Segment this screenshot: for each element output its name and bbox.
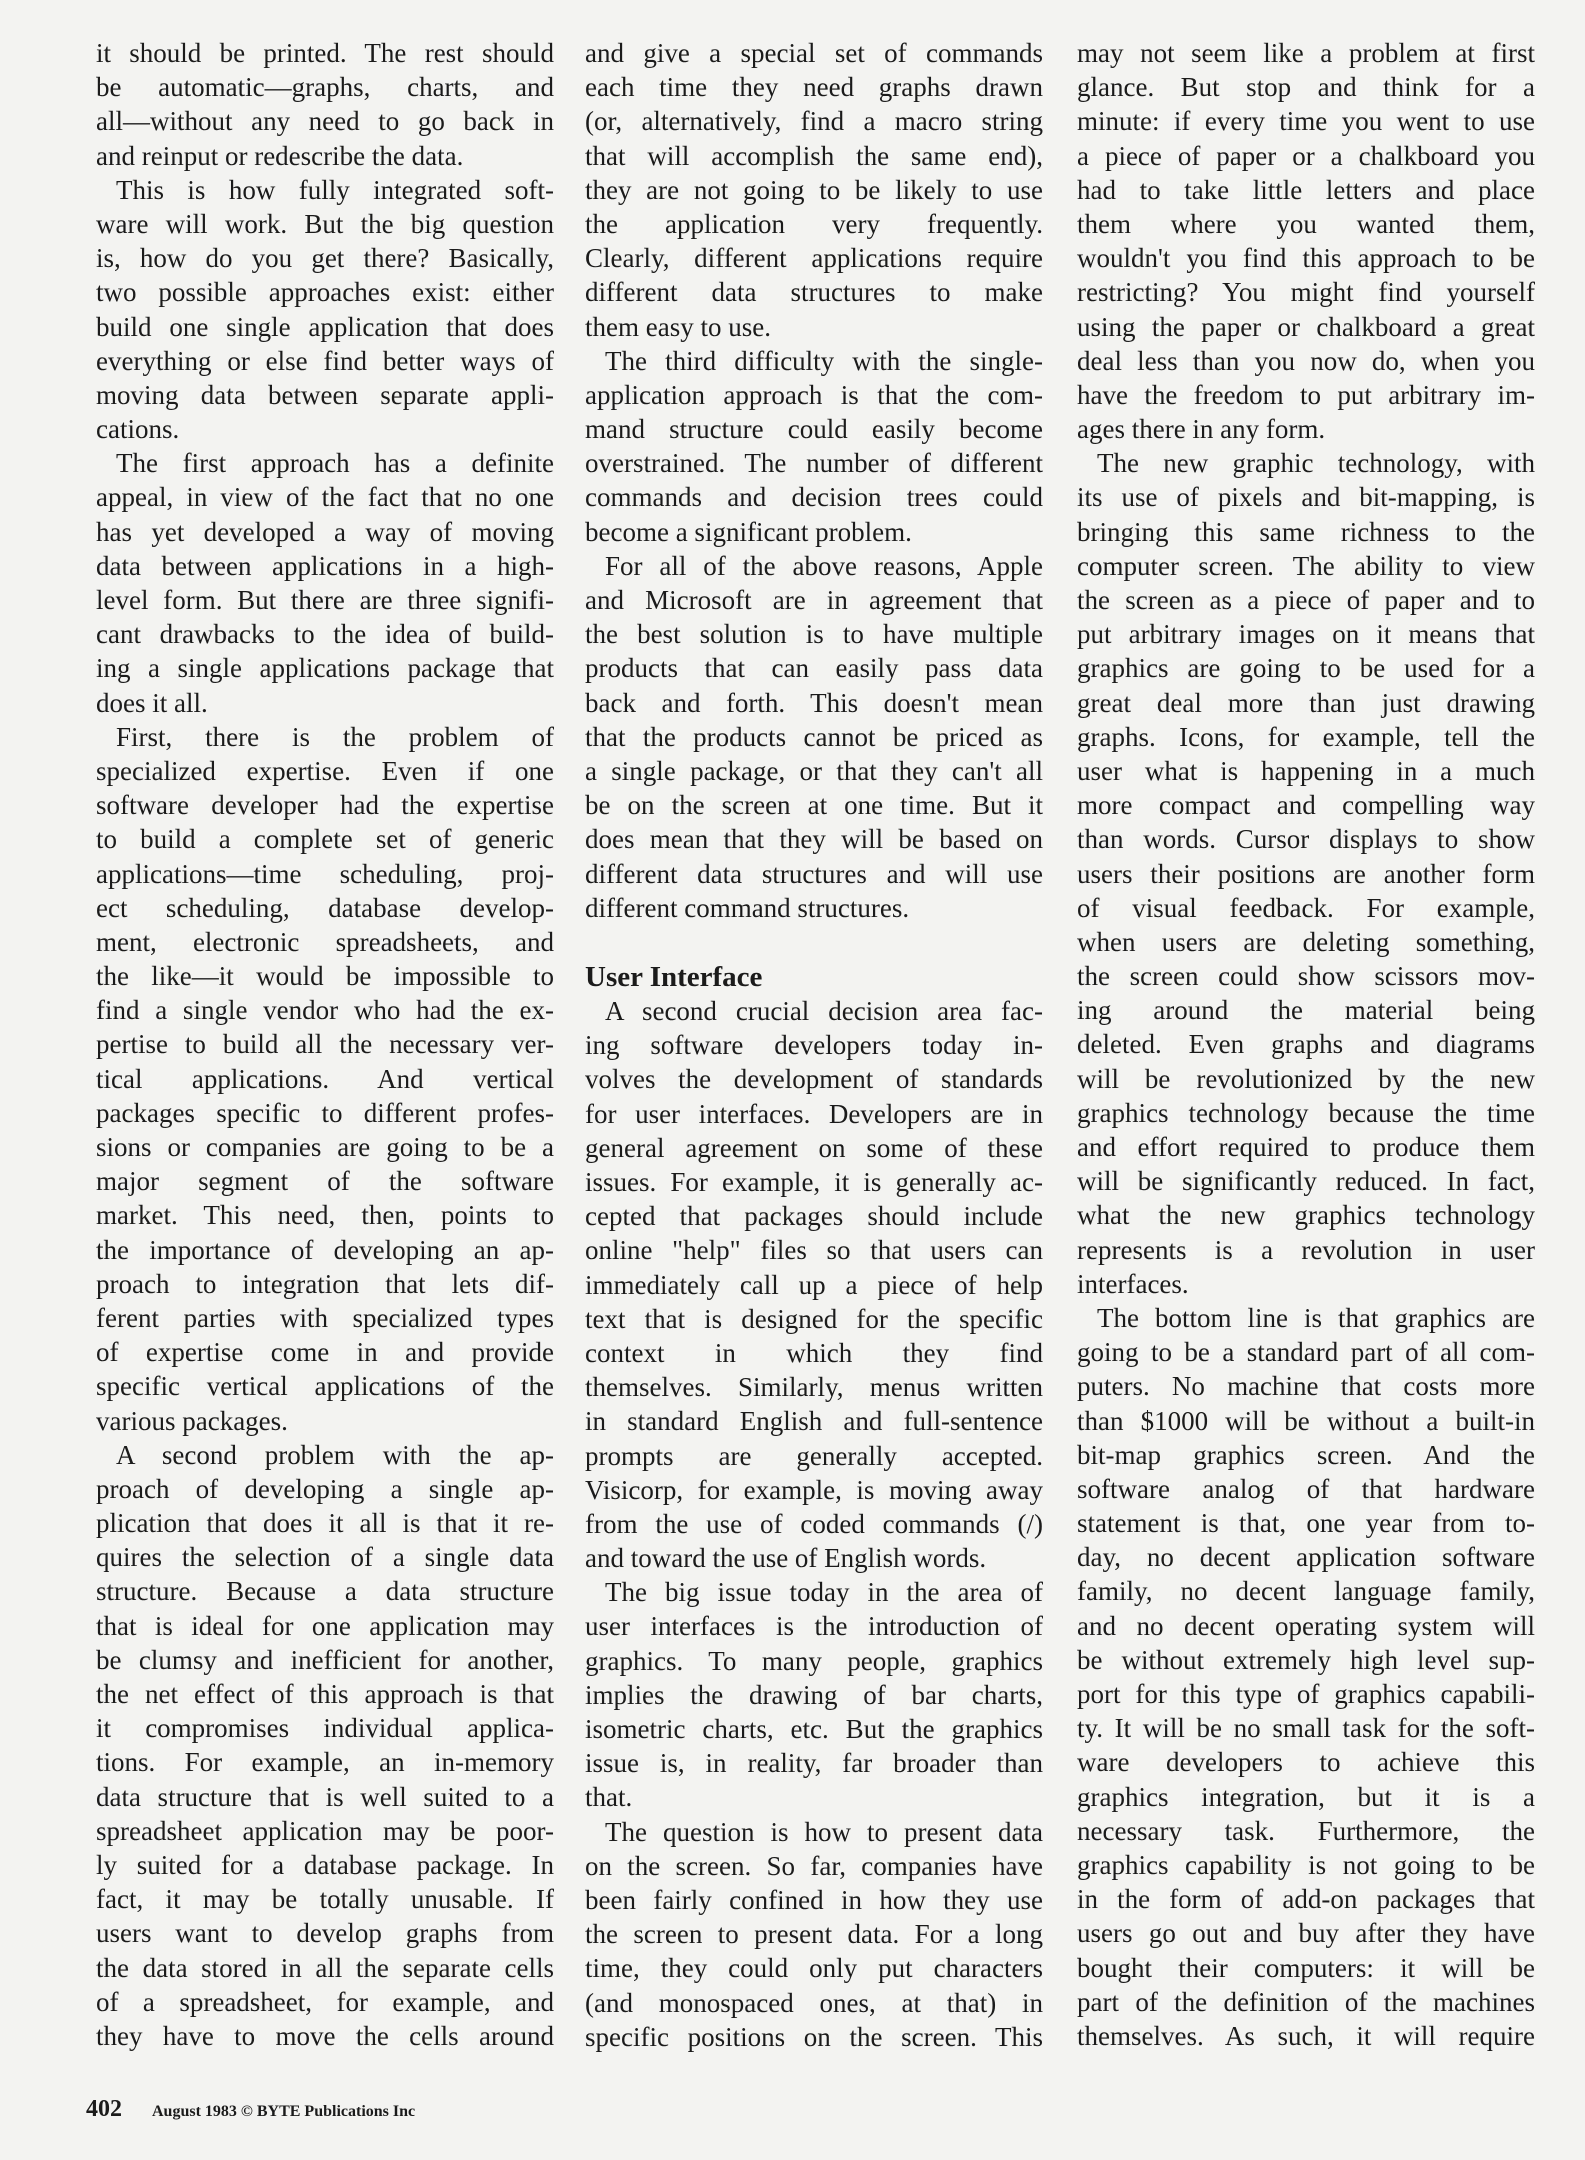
text-line: statement is that, one year from to-: [1077, 1508, 1535, 1539]
text-line: necessary task. Furthermore, the: [1077, 1815, 1535, 1846]
text-line: that will accomplish the same end),: [585, 140, 1043, 171]
text-line: more compact and compelling way: [1077, 790, 1535, 821]
text-line: First, there is the problem of: [116, 721, 554, 752]
publication-credit: August 1983 © BYTE Publications Inc: [152, 2103, 416, 2120]
text-line: major segment of the software: [96, 1166, 554, 1197]
text-line: software developer had the expertise: [96, 790, 554, 821]
text-line: build one single application that does: [96, 311, 554, 342]
text-line: various packages.: [96, 1405, 288, 1436]
paragraph: [585, 344, 1043, 549]
text-line: bringing this same richness to the: [1077, 516, 1535, 547]
text-line: the data stored in all the separate cells: [96, 1952, 554, 1983]
text-line: ment, electronic spreadsheets, and: [96, 926, 554, 957]
text-line: online "help" files so that users can: [585, 1235, 1043, 1266]
paragraph: [585, 549, 1043, 925]
text-line: The bottom line is that graphics are: [1097, 1302, 1535, 1333]
text-line: and toward the use of English words.: [585, 1543, 987, 1574]
text-line: part of the definition of the machines: [1077, 1986, 1535, 2017]
paragraph: [1077, 36, 1535, 446]
text-line: its use of pixels and bit-mapping, is: [1077, 482, 1535, 513]
text-line: sions or companies are going to be a: [96, 1132, 554, 1162]
text-line: from the use of coded commands (/): [585, 1508, 1043, 1539]
text-line: become a significant problem.: [585, 516, 912, 547]
text-line: wouldn't you find this approach to be: [1077, 243, 1535, 274]
text-line: them easy to use.: [585, 311, 771, 342]
page-footer: [86, 2096, 415, 2123]
text-line: themselves. As such, it will require: [1077, 2020, 1535, 2051]
text-line: puters. No machine that costs more: [1077, 1371, 1535, 1402]
text-line: than words. Cursor displays to show: [1077, 824, 1535, 855]
text-line: on the screen. So far, companies have: [585, 1850, 1043, 1881]
text-line: to build a complete set of generic: [96, 824, 554, 855]
text-line: A second crucial decision area fac-: [605, 996, 1043, 1027]
text-line: family, no decent language family,: [1077, 1576, 1535, 1607]
text-line: in standard English and full-sentence: [585, 1406, 1043, 1437]
text-line: interfaces.: [1077, 1268, 1189, 1299]
text-line: of a spreadsheet, for example, and: [96, 1986, 554, 2017]
text-line: glance. But stop and think for a: [1077, 72, 1535, 103]
text-line: than $1000 will be without a built-in: [1077, 1405, 1535, 1436]
text-line: represents is a revolution in user: [1077, 1234, 1535, 1265]
text-line: users their positions are another form: [1077, 858, 1535, 889]
text-line: structure. Because a data structure: [96, 1576, 554, 1607]
text-line: market. This need, then, points to: [96, 1200, 554, 1231]
text-line: does mean that they will be based on: [585, 824, 1043, 855]
text-line: ing a single applications package that: [96, 653, 554, 684]
text-line: The new graphic technology, with: [1097, 448, 1535, 479]
text-line: when users are deleting something,: [1077, 926, 1535, 957]
text-line: ect scheduling, database develop-: [96, 892, 554, 923]
text-line: pertise to build all the necessary ver-: [96, 1029, 554, 1060]
text-line: (and monospaced ones, at that) in: [585, 1987, 1043, 2018]
text-line: (or, alternatively, find a macro string: [585, 106, 1043, 137]
text-column-1: [96, 36, 554, 2053]
text-column-2: [585, 36, 1043, 2054]
text-line: proach of developing a single ap-: [96, 1473, 554, 1504]
text-line: all—without any need to go back in: [96, 106, 554, 137]
text-line: and reinput or redescribe the data.: [96, 140, 464, 171]
text-line: different data structures to make: [585, 277, 1043, 308]
text-line: of visual feedback. For example,: [1077, 892, 1535, 923]
text-line: plication that does it all is that it re-: [96, 1508, 554, 1539]
text-line: ing software developers today in-: [585, 1030, 1043, 1061]
text-line: it compromises individual applica-: [96, 1713, 554, 1744]
text-line: context in which they find: [585, 1337, 1043, 1368]
text-line: minute: if every time you went to use: [1077, 106, 1535, 137]
text-line: volves the development of standards: [585, 1064, 1043, 1095]
text-line: fact, it may be totally unusable. If: [96, 1884, 554, 1915]
text-line: computer screen. The ability to view: [1077, 550, 1535, 581]
text-line: a piece of paper or a chalkboard you: [1077, 140, 1535, 171]
text-line: the application very frequently.: [585, 208, 1043, 239]
text-line: products that can easily pass data: [585, 653, 1043, 684]
text-line: that.: [585, 1782, 633, 1813]
text-line: prompts are generally accepted.: [585, 1440, 1043, 1471]
text-line: restricting? You might find yourself: [1077, 277, 1535, 308]
text-line: using the paper or chalkboard a great: [1077, 311, 1535, 342]
text-line: ing around the material being: [1077, 995, 1535, 1026]
text-line: The question is how to present data: [605, 1816, 1043, 1847]
paragraph: [585, 994, 1043, 1575]
text-line: specialized expertise. Even if one: [96, 755, 554, 786]
text-line: quires the selection of a single data: [96, 1542, 554, 1573]
text-line: be without extremely high level sup-: [1077, 1644, 1535, 1675]
text-line: it should be printed. The rest should: [96, 38, 554, 68]
text-line: Visicorp, for example, is moving away: [585, 1474, 1043, 1505]
text-line: issues. For example, it is generally ac-: [585, 1167, 1043, 1198]
text-line: issue is, in reality, far broader than: [585, 1748, 1043, 1779]
text-line: graphics. To many people, graphics: [585, 1645, 1043, 1676]
text-line: cepted that packages should include: [585, 1201, 1043, 1232]
text-line: and effort required to produce them: [1077, 1132, 1535, 1162]
text-line: ferent parties with specialized types: [96, 1302, 554, 1333]
text-line: does it all.: [96, 687, 208, 718]
paragraph: [1077, 446, 1535, 1301]
text-line: what the new graphics technology: [1077, 1200, 1535, 1231]
text-line: specific positions on the screen. This: [585, 2021, 1043, 2052]
text-line: isometric charts, etc. But the graphics: [585, 1714, 1043, 1745]
text-line: spreadsheet application may be poor-: [96, 1815, 554, 1846]
text-line: be on the screen at one time. But it: [585, 790, 1043, 821]
text-line: The big issue today in the area of: [605, 1577, 1043, 1608]
text-line: ware will work. But the big question: [96, 208, 554, 239]
text-line: they are not going to be likely to use: [585, 174, 1043, 205]
text-line: immediately call up a piece of help: [585, 1269, 1043, 1300]
text-line: different command structures.: [585, 892, 910, 923]
text-line: be automatic—graphs, charts, and: [96, 72, 554, 103]
text-line: themselves. Similarly, menus written: [585, 1372, 1043, 1403]
text-line: ware developers to achieve this: [1077, 1747, 1535, 1778]
text-line: software analog of that hardware: [1077, 1473, 1535, 1504]
text-line: and give a special set of commands: [585, 38, 1043, 68]
text-line: data between applications in a high-: [96, 550, 554, 581]
text-line: users go out and buy after they have: [1077, 1918, 1535, 1949]
text-line: them where you wanted them,: [1077, 208, 1535, 239]
text-line: that the products cannot be priced as: [585, 721, 1043, 752]
text-line: ages there in any form.: [1077, 414, 1326, 445]
text-line: the screen could show scissors mov-: [1077, 961, 1535, 992]
text-line: put arbitrary images on it means that: [1077, 619, 1535, 650]
text-line: two possible approaches exist: either: [96, 277, 554, 308]
text-line: overstrained. The number of different: [585, 448, 1043, 479]
text-line: specific vertical applications of the: [96, 1371, 554, 1402]
text-line: tions. For example, an in-memory: [96, 1747, 554, 1778]
text-line: data structure that is well suited to a: [96, 1781, 554, 1812]
text-line: of expertise come in and provide: [96, 1337, 554, 1368]
text-line: graphics capability is not going to be: [1077, 1849, 1535, 1880]
text-line: is, how do you get there? Basically,: [96, 243, 554, 274]
text-line: packages specific to different profes-: [96, 1097, 554, 1128]
text-line: the screen to present data. For a long: [585, 1919, 1043, 1950]
text-line: been fairly confined in how they use: [585, 1884, 1043, 1915]
text-line: moving data between separate appli-: [96, 379, 554, 410]
text-line: be clumsy and inefficient for another,: [96, 1644, 554, 1675]
section-heading: User Interface: [585, 960, 763, 993]
text-line: user interfaces is the introduction of: [585, 1611, 1043, 1642]
text-line: that is ideal for one application may: [96, 1610, 554, 1641]
text-line: will be revolutionized by the new: [1077, 1063, 1535, 1094]
text-line: text that is designed for the specific: [585, 1303, 1043, 1334]
text-line: Clearly, different applications require: [585, 243, 1043, 274]
text-line: the best solution is to have multiple: [585, 619, 1043, 650]
text-line: The third difficulty with the single-: [605, 345, 1043, 376]
text-column-3: [1077, 36, 1535, 2053]
text-line: user what is happening in a much: [1077, 755, 1535, 786]
text-line: the net effect of this approach is that: [96, 1679, 554, 1709]
text-line: cant drawbacks to the idea of build-: [96, 619, 554, 650]
text-line: application approach is that the com-: [585, 379, 1043, 410]
paragraph: [96, 446, 554, 720]
text-line: bought their computers: it will be: [1077, 1952, 1535, 1983]
text-line: The first approach has a definite: [116, 448, 554, 479]
text-line: mand structure could easily become: [585, 414, 1043, 445]
text-line: time, they could only put characters: [585, 1953, 1043, 1984]
text-line: will be significantly reduced. In fact,: [1077, 1166, 1535, 1197]
text-line: each time they need graphs drawn: [585, 72, 1043, 103]
text-line: A second problem with the ap-: [116, 1439, 554, 1470]
paragraph: [96, 1438, 554, 2053]
text-line: general agreement on some of these: [585, 1132, 1043, 1163]
paragraph: [96, 720, 554, 1438]
text-line: deal less than you now do, when you: [1077, 345, 1535, 376]
text-line: going to be a standard part of all com-: [1077, 1337, 1535, 1368]
text-line: port for this type of graphics capabili-: [1077, 1679, 1535, 1709]
page-number: 402: [86, 2096, 122, 2122]
text-line: implies the drawing of bar charts,: [585, 1679, 1043, 1710]
paragraph: [96, 36, 554, 173]
text-line: level form. But there are three signifi-: [96, 585, 554, 615]
text-line: a single package, or that they can't all: [585, 755, 1043, 786]
text-line: appeal, in view of the fact that no one: [96, 482, 554, 513]
text-line: bit-map graphics screen. And the: [1077, 1439, 1535, 1470]
text-line: commands and decision trees could: [585, 482, 1043, 513]
text-line: users want to develop graphs from: [96, 1918, 554, 1949]
text-line: This is how fully integrated soft-: [116, 174, 554, 205]
text-line: the importance of developing an ap-: [96, 1234, 554, 1265]
text-line: applications—time scheduling, proj-: [96, 858, 554, 889]
paragraph: [1077, 1301, 1535, 2053]
text-line: tical applications. And vertical: [96, 1063, 554, 1094]
text-line: For all of the above reasons, Apple: [605, 550, 1043, 581]
paragraph: [585, 1575, 1043, 1814]
text-line: have the freedom to put arbitrary im-: [1077, 379, 1535, 410]
text-line: they have to move the cells around: [96, 2020, 554, 2051]
paragraph: [585, 36, 1043, 344]
text-line: proach to integration that lets dif-: [96, 1268, 554, 1299]
paragraph: [585, 1815, 1043, 2054]
text-line: deleted. Even graphs and diagrams: [1077, 1029, 1535, 1060]
text-line: graphics technology because the time: [1077, 1097, 1535, 1128]
text-line: everything or else find better ways of: [96, 345, 554, 376]
text-line: graphs. Icons, for example, tell the: [1077, 721, 1535, 752]
text-line: day, no decent application software: [1077, 1542, 1535, 1573]
paragraph: [96, 173, 554, 447]
text-line: has yet developed a way of moving: [96, 516, 554, 547]
text-line: find a single vendor who had the ex-: [96, 995, 554, 1026]
text-line: graphics are going to be used for a: [1077, 653, 1535, 684]
text-line: and Microsoft are in agreement that: [585, 585, 1043, 615]
text-line: back and forth. This doesn't mean: [585, 687, 1043, 718]
text-line: may not seem like a problem at first: [1077, 38, 1535, 68]
text-line: the like—it would be impossible to: [96, 961, 554, 992]
text-line: different data structures and will use: [585, 858, 1043, 889]
text-line: the screen as a piece of paper and to: [1077, 585, 1535, 615]
text-line: in the form of add-on packages that: [1077, 1884, 1535, 1915]
text-line: for user interfaces. Developers are in: [585, 1098, 1043, 1129]
text-line: graphics integration, but it is a: [1077, 1781, 1535, 1812]
text-line: ly suited for a database package. In: [96, 1849, 554, 1880]
text-line: cations.: [96, 414, 180, 445]
text-line: had to take little letters and place: [1077, 174, 1535, 205]
text-line: and no decent operating system will: [1077, 1610, 1535, 1641]
text-line: ty. It will be no small task for the soft-: [1077, 1713, 1535, 1744]
text-line: great deal more than just drawing: [1077, 687, 1535, 718]
